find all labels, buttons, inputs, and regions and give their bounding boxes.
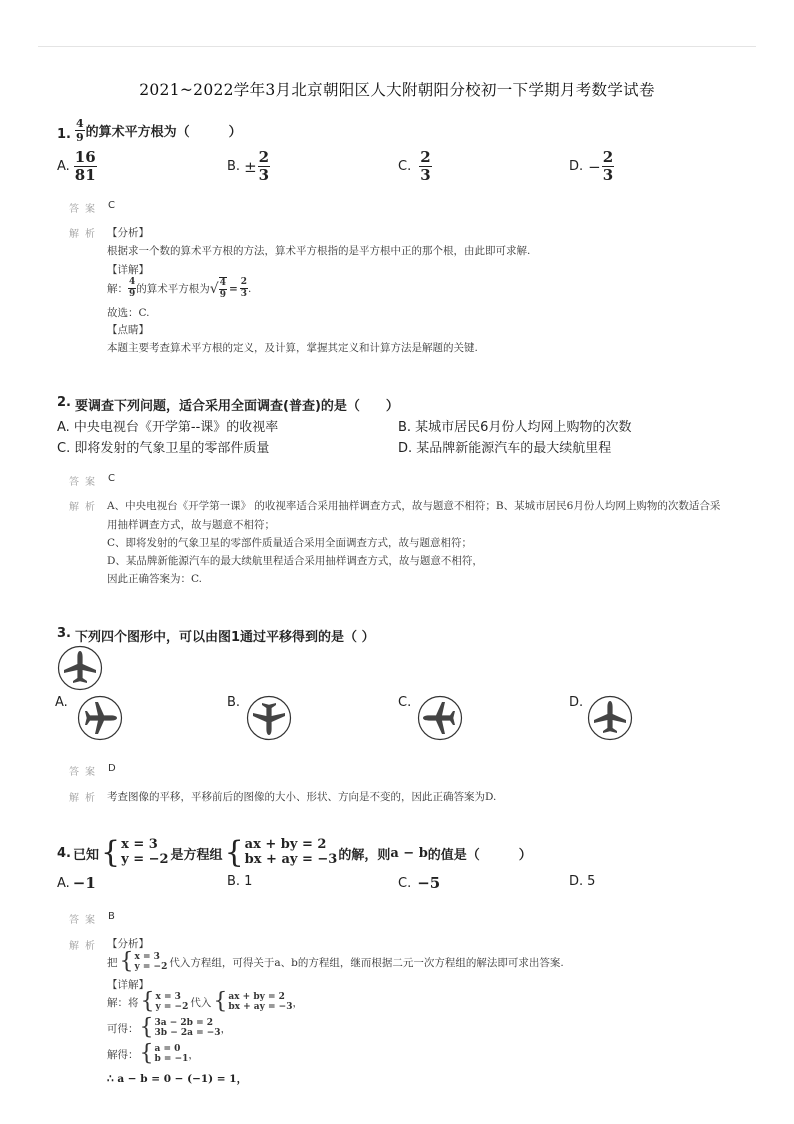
q1-analysis-l2b: 的算术平方根为 <box>136 283 210 295</box>
q3-option-d-letter[interactable]: D. <box>569 695 584 710</box>
q4-analysis-l2a: 解：将 <box>107 996 139 1009</box>
q3-answer-value: D <box>108 763 116 774</box>
q2-analysis-line: 因此正确答案为：C. <box>107 573 202 585</box>
q1-option-c-den: 3 <box>420 166 431 184</box>
q2-analysis-label: 解析 <box>69 502 101 513</box>
q1-option-c[interactable] <box>398 150 432 183</box>
left-brace-icon: { <box>139 1041 154 1066</box>
q1-option-d-letter: D. <box>569 159 584 174</box>
q4-sys-a-row2: y = −2 <box>121 852 169 867</box>
q1-analysis-frac <box>128 278 136 299</box>
q2-text: 要调查下列问题，适合采用全面调查(普查)的是（ ） <box>75 399 399 414</box>
q1-option-c-num: 2 <box>420 148 431 166</box>
q4-sys-b-row1: ax + by = 2 <box>244 837 327 853</box>
q4-analysis-l3 <box>107 1017 231 1039</box>
q4-analysis-s1: a = 0 <box>154 1043 181 1054</box>
left-brace-icon: { <box>119 949 134 974</box>
q4-equation-system <box>224 835 338 870</box>
q4-option-c[interactable] <box>398 874 440 892</box>
q1-option-a-letter: A. <box>57 159 70 174</box>
q1-option-c-letter: C. <box>398 159 412 174</box>
q1-option-d-fraction <box>602 150 614 183</box>
q4-analysis-l3a: 可得： <box>107 1022 139 1035</box>
q1-option-d-num: 2 <box>602 148 614 166</box>
q3-text: 下列四个图形中，可以由图1通过平移得到的是（ ） <box>75 630 375 645</box>
q4-analysis-e2: 3b − 2a = −3 <box>154 1028 221 1038</box>
q2-analysis-line: C、即将发射的气象卫星的零部件质量适合采用全面调查方式，故与题意相符； <box>107 537 473 549</box>
q3-analysis-text: 考查图像的平移，平移前后的图像的大小、形状、方向是不变的，因此正确答案为D. <box>107 791 497 803</box>
q1-analysis-eq: = <box>228 282 238 295</box>
q4-stem <box>73 834 532 872</box>
q3-number: 3. <box>57 626 71 641</box>
q1-answer-value: C <box>108 200 115 211</box>
q4-analysis-l1b: 代入方程组，可得关于a、b的方程组，继而根据二元一次方程组的解法即可求出答案. <box>169 956 564 969</box>
airplane-option-a-icon[interactable] <box>77 695 123 741</box>
q4-analysis-h2: 【详解】 <box>107 979 149 991</box>
q1-analysis-h1: 【分析】 <box>107 227 149 239</box>
q1-analysis-l2a: 解： <box>107 283 128 295</box>
q4-analysis-sys3-row1: ax + by = 2 <box>228 991 285 1002</box>
q2-analysis-line: A、中央电视台《开学第一课》 的收视率适合采用抽样调查方式，故与题意不相符；B、某城市居民6月份人均网上购物的次数适合采 <box>107 500 721 512</box>
q2-option-c[interactable]: C. 即将发射的气象卫星的零部件质量 <box>57 441 270 456</box>
q2-analysis-line: 用抽样调查方式，故与题意不相符； <box>107 519 275 531</box>
q1-option-c-fraction <box>419 150 431 183</box>
q2-option-d[interactable]: D. 某品牌新能源汽车的最大续航里程 <box>398 441 612 456</box>
q1-fraction-numerator: 4 <box>76 117 84 130</box>
q4-text-2: 是方程组 <box>170 847 223 863</box>
q1-analysis-result-d: 3 <box>240 289 248 299</box>
q3-option-a-letter[interactable]: A. <box>55 695 68 710</box>
header-rule <box>38 46 756 47</box>
q4-analysis-l1a: 把 <box>107 956 118 969</box>
q4-analysis-l2c: ， <box>292 996 303 1009</box>
q1-analysis-label: 解析 <box>69 229 101 240</box>
q1-analysis-l4: 本题主要考查算术平方根的定义，及计算，掌握其定义和计算方法是解题的关键. <box>107 342 478 354</box>
q2-answer-value: C <box>108 473 115 484</box>
q4-analysis-label: 解析 <box>69 941 101 952</box>
q3-option-c-letter[interactable]: C. <box>398 695 412 710</box>
q1-option-a-num: 16 <box>74 148 96 166</box>
left-brace-icon: { <box>139 1015 154 1040</box>
q4-analysis-sys3 <box>213 991 292 1013</box>
q4-analysis-h1: 【分析】 <box>107 938 149 950</box>
q4-analysis-sys-row1: x = 3 <box>134 951 160 962</box>
q1-option-b-letter: B. <box>227 159 241 174</box>
airplane-figure-1-icon <box>57 645 103 691</box>
q1-analysis-h2: 【详解】 <box>107 264 149 276</box>
q4-option-b[interactable] <box>227 874 252 889</box>
q1-option-d-den: 3 <box>602 166 614 184</box>
q4-analysis-e1: 3a − 2b = 2 <box>154 1017 214 1028</box>
q4-analysis-l1 <box>107 951 564 973</box>
q1-fraction <box>75 118 85 143</box>
q1-analysis-result-n: 2 <box>240 277 248 287</box>
left-brace-icon: { <box>140 989 155 1014</box>
sqrt-sign: √ <box>209 280 219 297</box>
q4-analysis-l3c: ， <box>220 1022 232 1035</box>
q4-analysis-sys <box>120 951 168 973</box>
q4-option-a-letter: A. <box>57 875 70 891</box>
q4-solution-system <box>101 835 169 870</box>
q1-number: 1. <box>57 127 71 142</box>
q4-analysis-sys2-row1: x = 3 <box>155 991 181 1002</box>
q1-analysis-sqrt-frac <box>219 277 227 300</box>
q1-option-b-fraction <box>258 150 270 183</box>
airplane-option-c-icon[interactable] <box>417 695 463 741</box>
q1-analysis-frac-n: 4 <box>129 277 136 287</box>
q4-analysis-l4a: 解得： <box>107 1048 139 1061</box>
left-brace-icon: { <box>224 835 244 870</box>
q2-option-a[interactable]: A. 中央电视台《开学第--课》的收视率 <box>57 420 279 435</box>
q1-analysis-l2c: . <box>248 282 252 295</box>
q3-analysis-label: 解析 <box>69 793 101 804</box>
q1-analysis-result <box>240 278 248 299</box>
q1-analysis-l2 <box>107 277 251 300</box>
q4-analysis-l5: ∴ a − b = 0 − (−1) = 1， <box>107 1073 248 1085</box>
q4-analysis-s2: b = −1 <box>154 1054 189 1064</box>
q2-answer-label: 答案 <box>69 477 101 488</box>
q1-analysis-l3: 故选：C. <box>107 307 150 319</box>
airplane-option-b-icon[interactable] <box>246 695 292 741</box>
q2-analysis-line: D、某品牌新能源汽车的最大续航里程适合采用抽样调查方式，故与题意不相符， <box>107 555 483 567</box>
q3-answer-label: 答案 <box>69 767 101 778</box>
q1-stem <box>75 118 242 143</box>
q4-analysis-l4c: ， <box>188 1048 199 1061</box>
q4-analysis-sys2 <box>141 991 189 1013</box>
left-brace-icon: { <box>213 989 228 1014</box>
q4-analysis-sys5 <box>140 1043 189 1065</box>
q1-option-a[interactable] <box>57 150 97 183</box>
q1-answer-label: 答案 <box>69 204 101 215</box>
q4-option-a-value: −1 <box>72 874 96 892</box>
left-brace-icon: { <box>101 835 121 870</box>
q4-text-3: 的解，则 <box>338 847 391 863</box>
q4-analysis-l2 <box>107 991 303 1013</box>
airplane-option-d-icon[interactable] <box>587 695 633 741</box>
q1-option-b-den: 3 <box>258 166 270 184</box>
page-title: 2021~2022学年3月北京朝阳区人大附朝阳分校初一下学期月考数学试卷 <box>139 81 655 99</box>
q1-option-a-fraction <box>74 150 97 183</box>
q4-analysis-sys2-row2: y = −2 <box>155 1002 189 1012</box>
q4-number: 4. <box>57 846 71 861</box>
q4-analysis-sys-row2: y = −2 <box>134 962 168 972</box>
q4-option-a[interactable] <box>57 874 96 892</box>
q4-sys-b-row2: bx + ay = −3 <box>244 852 338 867</box>
q1-option-b-sign: ± <box>244 157 257 176</box>
q4-expression: a − b <box>390 845 428 861</box>
q4-option-c-letter: C. <box>398 875 412 891</box>
q1-option-b[interactable] <box>227 150 270 183</box>
q1-analysis-l1: 根据求一个数的算术平方根的方法，算术平方根指的是平方根中正的那个根，由此即可求解. <box>107 245 531 257</box>
q1-option-d-sign: − <box>588 157 601 176</box>
q4-option-c-value: −5 <box>417 874 441 892</box>
q4-answer-value: B <box>108 911 115 922</box>
q1-text: 的算术平方根为（ ） <box>85 125 242 140</box>
q4-text-1: 已知 <box>73 847 100 863</box>
q4-analysis-sys4 <box>140 1017 221 1039</box>
q4-answer-label: 答案 <box>69 915 101 926</box>
q1-option-b-num: 2 <box>258 148 270 166</box>
q2-option-b[interactable]: B. 某城市居民6月份人均网上购物的次数 <box>398 420 632 435</box>
q4-option-d-letter: D. <box>569 874 584 889</box>
q4-option-d-value: 5 <box>587 874 596 889</box>
q1-analysis-sqrt-d: 9 <box>219 290 226 300</box>
q4-analysis-l4 <box>107 1043 199 1065</box>
q1-analysis-frac-d: 9 <box>129 289 136 299</box>
q4-option-b-value: 1 <box>244 874 253 889</box>
q1-option-a-den: 81 <box>74 166 96 184</box>
q4-option-d[interactable] <box>569 874 595 889</box>
q1-analysis-sqrt-n: 4 <box>219 278 226 288</box>
q3-option-b-letter[interactable]: B. <box>227 695 241 710</box>
q1-analysis-h3: 【点睛】 <box>107 324 149 336</box>
q4-option-b-letter: B. <box>227 874 241 889</box>
q4-analysis-sys3-row2: bx + ay = −3 <box>228 1002 293 1012</box>
q4-text-4: 的值是（ ） <box>427 847 532 863</box>
q2-number: 2. <box>57 395 71 410</box>
q1-option-d[interactable] <box>569 150 614 183</box>
q4-analysis-l2b: 代入 <box>190 996 212 1009</box>
q4-sys-a-row1: x = 3 <box>121 837 158 853</box>
q1-fraction-denominator: 9 <box>76 131 84 144</box>
